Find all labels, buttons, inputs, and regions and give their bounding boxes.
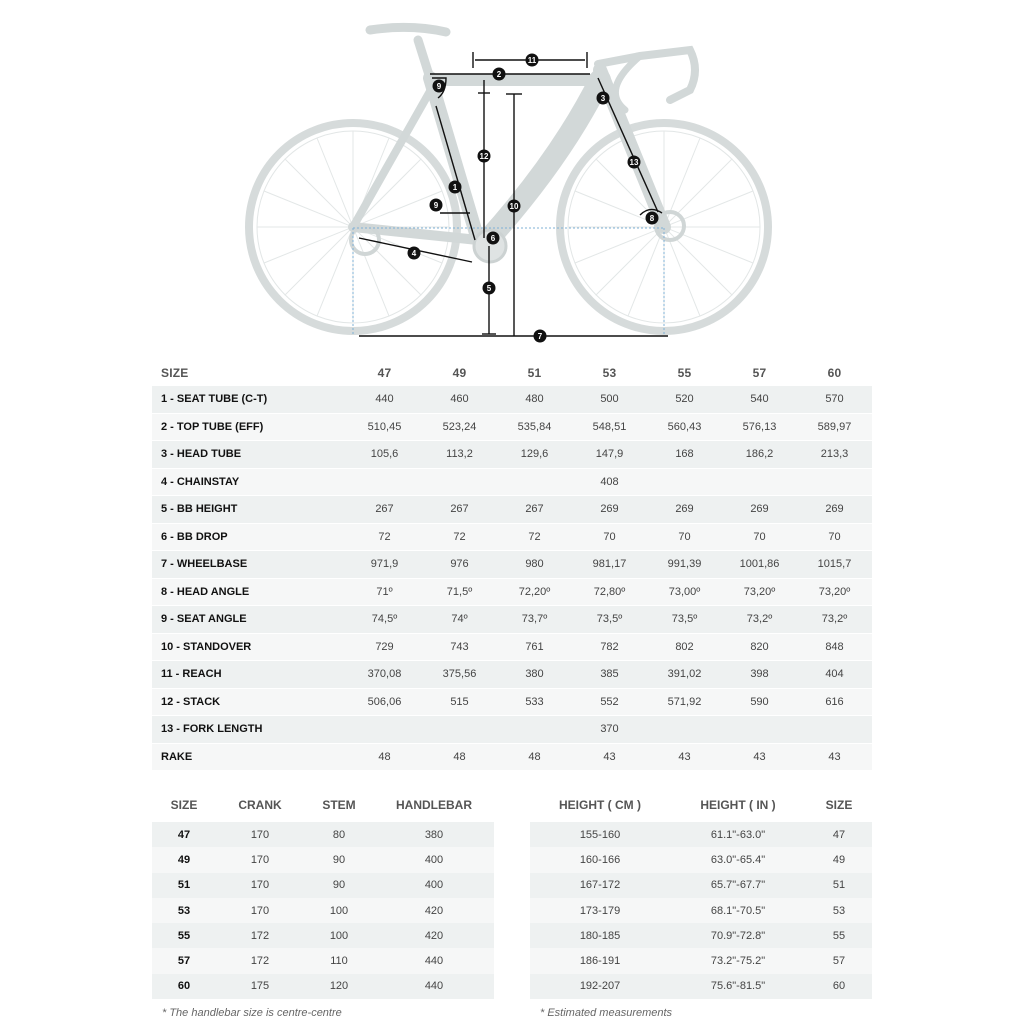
geometry-cell: 73,00º <box>668 585 701 598</box>
components-cell: 170 <box>250 828 270 841</box>
rider-cell: 75.6"-81.5" <box>710 980 766 993</box>
geometry-cell: 510,45 <box>367 420 402 433</box>
geometry-cell: 515 <box>450 695 469 708</box>
geometry-cell: 72 <box>378 530 391 543</box>
geometry-cell: 520 <box>675 393 694 406</box>
components-cell: 440 <box>424 955 444 968</box>
geometry-cell: 848 <box>825 640 844 653</box>
geometry-cell: 73,5º <box>596 613 623 626</box>
rider-cell: 155-160 <box>579 828 621 841</box>
components-cell: 60 <box>177 980 191 993</box>
geometry-row-label: 2 - TOP TUBE (EFF) <box>161 420 264 433</box>
rider-header: HEIGHT ( CM ) <box>559 798 641 812</box>
components-cell: 100 <box>329 904 349 917</box>
rider-row <box>530 822 872 847</box>
geometry-cell: 460 <box>450 393 469 406</box>
geometry-cell: 43 <box>828 750 841 763</box>
components-cell: 440 <box>424 980 444 993</box>
geometry-cell: 743 <box>450 640 469 653</box>
rider-cell: 180-185 <box>579 929 621 942</box>
geometry-cell: 168 <box>675 448 694 461</box>
components-cell: 80 <box>332 828 346 841</box>
marker-9-seat <box>430 199 443 212</box>
rider-cell: 55 <box>832 929 846 942</box>
geometry-row-label: 6 - BB DROP <box>161 530 228 543</box>
components-cell: 170 <box>250 904 270 917</box>
geometry-cell: 43 <box>753 750 766 763</box>
geometry-cell: 71,5º <box>446 585 473 598</box>
geometry-cell: 480 <box>525 393 544 406</box>
geometry-row <box>152 606 872 634</box>
bike-silhouette <box>249 27 768 331</box>
geometry-cell: 440 <box>375 393 394 406</box>
size-col: 47 <box>377 366 392 380</box>
geometry-cell: 820 <box>750 640 769 653</box>
geometry-row-label: 8 - HEAD ANGLE <box>161 585 250 598</box>
rider-sizing-table <box>530 788 872 999</box>
rider-cell: 65.7"-67.7" <box>710 879 766 892</box>
geometry-cell: 70 <box>753 530 766 543</box>
geometry-cell: 147,9 <box>595 448 624 461</box>
geometry-cell: 267 <box>450 503 469 516</box>
rider-cell: 160-166 <box>579 853 621 866</box>
geometry-row <box>152 633 872 661</box>
bike-geometry-diagram <box>0 0 1024 360</box>
comp-header: SIZE <box>170 798 198 812</box>
geometry-cell: 105,6 <box>370 448 399 461</box>
svg-text:11: 11 <box>527 56 537 65</box>
rider-header: HEIGHT ( IN ) <box>700 798 776 812</box>
geometry-cell: 971,9 <box>370 558 399 571</box>
geometry-cell: 533 <box>525 695 544 708</box>
geometry-cell: 186,2 <box>745 448 774 461</box>
geometry-cell: 370 <box>600 723 619 736</box>
geometry-row-label: 9 - SEAT ANGLE <box>161 613 247 626</box>
estimate-note: * Estimated measurements <box>540 1007 673 1019</box>
svg-text:7: 7 <box>537 332 543 341</box>
components-row <box>152 898 494 923</box>
geometry-row <box>152 413 872 441</box>
rider-cell: 173-179 <box>579 904 621 917</box>
geometry-cell: 590 <box>750 695 769 708</box>
geometry-cell: 269 <box>750 503 769 516</box>
svg-text:9: 9 <box>433 201 439 210</box>
components-cell: 120 <box>329 980 349 993</box>
components-table <box>152 788 494 999</box>
rider-cell: 61.1"-63.0" <box>710 828 766 841</box>
rider-header-row <box>530 788 872 822</box>
comp-header: STEM <box>322 798 356 812</box>
rider-header: SIZE <box>825 798 853 812</box>
geometry-cell: 380 <box>525 668 544 681</box>
geometry-cell: 976 <box>450 558 469 571</box>
components-row <box>152 873 494 898</box>
svg-text:3: 3 <box>600 94 606 103</box>
geometry-row <box>152 523 872 551</box>
components-row <box>152 847 494 872</box>
geometry-row-label: RAKE <box>161 750 193 763</box>
size-header: SIZE <box>161 366 189 380</box>
components-cell: 172 <box>250 955 270 968</box>
rider-cell: 186-191 <box>579 955 621 968</box>
marker-2 <box>493 68 506 81</box>
rider-cell: 53 <box>832 904 846 917</box>
size-col: 60 <box>827 366 842 380</box>
rider-row <box>530 974 872 999</box>
geometry-row <box>152 688 872 716</box>
size-col: 55 <box>677 366 692 380</box>
geometry-cell: 980 <box>525 558 544 571</box>
geometry-cell: 408 <box>600 475 619 488</box>
measurement-lines <box>359 52 668 336</box>
svg-text:2: 2 <box>496 70 502 79</box>
geometry-cell: 500 <box>600 393 619 406</box>
geometry-row-label: 13 - FORK LENGTH <box>161 723 263 736</box>
size-col: 57 <box>752 366 767 380</box>
geometry-cell: 73,20º <box>743 585 776 598</box>
rider-row <box>530 873 872 898</box>
geometry-cell: 73,2º <box>746 613 773 626</box>
marker-13 <box>628 156 641 169</box>
geometry-row-label: 5 - BB HEIGHT <box>161 503 238 516</box>
marker-10 <box>508 200 521 213</box>
geometry-cell: 729 <box>375 640 394 653</box>
components-cell: 55 <box>177 929 191 942</box>
rider-row <box>530 898 872 923</box>
rider-cell: 49 <box>832 853 846 866</box>
svg-text:4: 4 <box>411 249 417 258</box>
marker-3 <box>597 92 610 105</box>
geometry-cell: 48 <box>378 750 391 763</box>
geometry-row <box>152 716 872 744</box>
geometry-cell: 269 <box>675 503 694 516</box>
geometry-cell: 74º <box>451 613 468 626</box>
geometry-row <box>152 578 872 606</box>
geometry-cell: 506,06 <box>367 695 402 708</box>
geometry-cell: 74,5º <box>371 613 398 626</box>
geometry-cell: 552 <box>600 695 619 708</box>
components-cell: 170 <box>250 853 270 866</box>
marker-7 <box>534 330 547 343</box>
geometry-row <box>152 386 872 413</box>
rider-cell: 70.9"-72.8" <box>710 929 766 942</box>
rider-row <box>530 948 872 973</box>
geometry-cell: 802 <box>675 640 694 653</box>
size-col: 49 <box>452 366 467 380</box>
components-cell: 170 <box>250 879 270 892</box>
components-cell: 49 <box>177 853 191 866</box>
components-cell: 420 <box>424 929 444 942</box>
geometry-cell: 782 <box>600 640 619 653</box>
geometry-cell: 398 <box>750 668 769 681</box>
geometry-row <box>152 661 872 689</box>
rider-cell: 51 <box>832 879 846 892</box>
geometry-cell: 370,08 <box>367 668 402 681</box>
geometry-cell: 72,80º <box>593 585 626 598</box>
components-cell: 400 <box>424 853 444 866</box>
geometry-row <box>152 468 872 496</box>
components-cell: 400 <box>424 879 444 892</box>
geometry-cell: 570 <box>825 393 844 406</box>
svg-text:9: 9 <box>436 82 442 91</box>
marker-1 <box>449 181 462 194</box>
marker-4 <box>408 247 421 260</box>
geometry-cell: 560,43 <box>667 420 702 433</box>
rider-cell: 47 <box>832 828 846 841</box>
geometry-row-label: 12 - STACK <box>161 695 221 708</box>
components-cell: 90 <box>332 879 346 892</box>
marker-8 <box>646 212 659 225</box>
geometry-row <box>152 496 872 524</box>
marker-11 <box>526 54 539 67</box>
components-header-row <box>152 788 494 822</box>
components-cell: 47 <box>177 828 191 841</box>
geometry-cell: 70 <box>603 530 616 543</box>
components-cell: 51 <box>177 879 191 892</box>
geometry-cell: 1015,7 <box>817 558 852 571</box>
geometry-cell: 571,92 <box>667 695 702 708</box>
comp-header: CRANK <box>238 798 282 812</box>
components-row <box>152 948 494 973</box>
geometry-cell: 391,02 <box>667 668 702 681</box>
marker-5 <box>483 282 496 295</box>
geometry-cell: 70 <box>678 530 691 543</box>
geometry-cell: 523,24 <box>442 420 477 433</box>
geometry-cell: 72,20º <box>518 585 551 598</box>
rider-cell: 192-207 <box>579 980 621 993</box>
geometry-cell: 404 <box>825 668 844 681</box>
svg-text:5: 5 <box>486 284 492 293</box>
geometry-cell: 43 <box>678 750 691 763</box>
geometry-cell: 540 <box>750 393 769 406</box>
geometry-cell: 269 <box>825 503 844 516</box>
geometry-table <box>152 360 872 771</box>
geometry-row-label: 3 - HEAD TUBE <box>161 448 242 461</box>
geometry-row <box>152 441 872 469</box>
handlebar-note: * The handlebar size is centre-centre <box>162 1007 342 1019</box>
components-row <box>152 822 494 847</box>
geometry-row-label: 10 - STANDOVER <box>161 640 252 653</box>
geometry-cell: 267 <box>375 503 394 516</box>
marker-12 <box>478 150 491 163</box>
geometry-cell: 213,3 <box>820 448 849 461</box>
geometry-cell: 981,17 <box>592 558 627 571</box>
geometry-row-label: 11 - REACH <box>161 668 222 681</box>
geometry-cell: 73,20º <box>818 585 851 598</box>
components-cell: 172 <box>250 929 270 942</box>
rider-row <box>530 847 872 872</box>
geometry-cell: 576,13 <box>742 420 777 433</box>
components-cell: 175 <box>250 980 270 993</box>
geometry-cell: 129,6 <box>520 448 549 461</box>
comp-header: HANDLEBAR <box>396 798 472 812</box>
size-col: 53 <box>602 366 617 380</box>
rider-row <box>530 923 872 948</box>
geometry-cell: 73,5º <box>671 613 698 626</box>
components-row <box>152 923 494 948</box>
components-cell: 420 <box>424 904 444 917</box>
geometry-cell: 535,84 <box>517 420 552 433</box>
geometry-cell: 616 <box>825 695 844 708</box>
svg-text:13: 13 <box>629 158 639 167</box>
geometry-cell: 73,2º <box>821 613 848 626</box>
rider-cell: 167-172 <box>579 879 621 892</box>
components-cell: 100 <box>329 929 349 942</box>
svg-text:10: 10 <box>509 202 519 211</box>
geometry-row-label: 7 - WHEELBASE <box>161 558 248 571</box>
rider-cell: 57 <box>832 955 846 968</box>
marker-6 <box>487 232 500 245</box>
geometry-cell: 71º <box>376 585 393 598</box>
geometry-cell: 267 <box>525 503 544 516</box>
geometry-cell: 385 <box>600 668 619 681</box>
components-cell: 380 <box>424 828 444 841</box>
geometry-cell: 991,39 <box>667 558 702 571</box>
geometry-cell: 48 <box>528 750 541 763</box>
geometry-cell: 43 <box>603 750 616 763</box>
geometry-cell: 375,56 <box>442 668 477 681</box>
components-cell: 57 <box>177 955 191 968</box>
geometry-cell: 761 <box>525 640 544 653</box>
geometry-cell: 548,51 <box>592 420 627 433</box>
geometry-header-row <box>152 360 872 386</box>
components-cell: 53 <box>177 904 191 917</box>
geometry-cell: 113,2 <box>446 448 473 461</box>
rider-cell: 68.1"-70.5" <box>710 904 766 917</box>
geometry-cell: 72 <box>453 530 466 543</box>
components-cell: 90 <box>332 853 346 866</box>
geometry-cell: 589,97 <box>817 420 852 433</box>
geometry-row <box>152 551 872 579</box>
geometry-row-label: 4 - CHAINSTAY <box>161 475 240 488</box>
svg-text:8: 8 <box>649 214 655 223</box>
marker-9-top <box>433 80 446 93</box>
components-row <box>152 974 494 999</box>
geometry-row <box>152 743 872 771</box>
svg-text:12: 12 <box>479 152 489 161</box>
geometry-cell: 48 <box>453 750 466 763</box>
geometry-cell: 73,7º <box>521 613 548 626</box>
rider-cell: 60 <box>832 980 846 993</box>
geometry-row-label: 1 - SEAT TUBE (C-T) <box>161 393 268 406</box>
components-cell: 110 <box>330 955 348 968</box>
rider-cell: 73.2"-75.2" <box>710 955 766 968</box>
svg-text:1: 1 <box>452 183 458 192</box>
size-col: 51 <box>527 366 542 380</box>
geometry-cell: 1001,86 <box>739 558 780 571</box>
geometry-cell: 72 <box>528 530 541 543</box>
geometry-cell: 70 <box>828 530 841 543</box>
rider-cell: 63.0"-65.4" <box>710 853 766 866</box>
geometry-cell: 269 <box>600 503 619 516</box>
svg-text:6: 6 <box>490 234 496 243</box>
